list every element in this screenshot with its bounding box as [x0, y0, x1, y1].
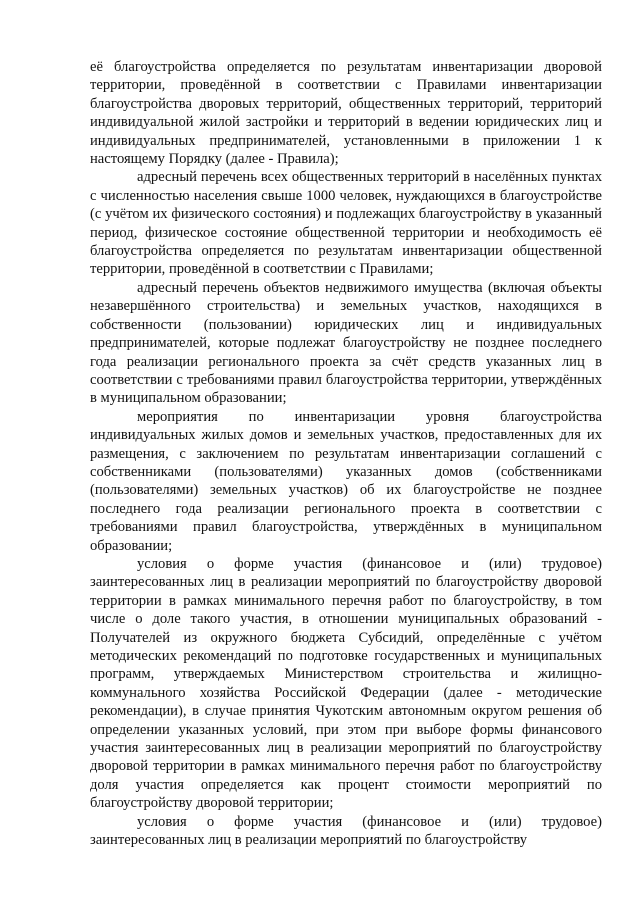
- paragraph-individual-houses-inventory: мероприятия по инвентаризации уровня благоустройства индивидуальных жилых домов и земельных участков, предоставленных для их размещения, с заключением по результатам инвентаризации соглашений с собственниками (пользователями) указанных домов (собственниками (пользователями) земельных участков) об их благоустройстве не позднее последнего года реализации регионального проекта в соответствии с требованиями правил благоустройства, утверждённых в муниципальном образовании;: [90, 408, 602, 554]
- paragraph-participation-conditions-continued: условия о форме участия (финансовое и (или) трудовое) заинтересованных лиц в реализации мероприятий по благоустройству: [90, 813, 602, 849]
- paragraph-participation-conditions: условия о форме участия (финансовое и (или) трудовое) заинтересованных лиц в реализации мероприятий по благоустройству дворовой территории в рамках минимального перечня работ по благоустройству, в том числе о доле такого участия, в отношении муниципальных образований - Получателей из окружного бюджета Субсидий, определённые с учётом методических рекомендаций по подготовке государственных и муниципальных программ, утверждаемых Министерством строительства и жилищно-коммунального хозяйства Российской Федерации (далее - методические рекомендации), в случае принятия Чукотским автономным округом решения об определении указанных условий, при этом при выборе формы финансового участия заинтересованных лиц в реализации мероприятий по благоустройству дворовой территории в рамках минимального перечня работ по благоустройству доля участия определяется как процент стоимости мероприятий по благоустройству дворовой территории;: [90, 555, 602, 812]
- paragraph-public-territories-list: адресный перечень всех общественных территорий в населённых пунктах с численностью населения свыше 1000 человек, нуждающихся в благоустройстве (с учётом их физического состояния) и подлежащих благоустройству в указанный период, физическое состояние общественной территории и необходимость её благоустройства определяется по результатам инвентаризации общественной территории, проведённой в соответствии с Правилами;: [90, 169, 602, 278]
- document-body: [90, 58, 602, 849]
- paragraph-continuation: её благоустройства определяется по результатам инвентаризации дворовой территории, проведённой в соответствии с Правилами инвентаризации благоустройства дворовых территорий, общественных территорий, территорий индивидуальной жилой застройки и территорий в ведении юридических лиц и индивидуальных предпринимателей, установленными в приложении 1 к настоящему Порядку (далее - Правила);: [90, 59, 602, 168]
- paragraph-real-estate-objects-list: адресный перечень объектов недвижимого имущества (включая объекты незавершённого строительства) и земельных участков, находящихся в собственности (пользовании) юридических лиц и индивидуальных предпринимателей, которые подлежат благоустройству не позднее последнего года реализации регионального проекта за счёт средств указанных лиц в соответствии с требованиями правил благоустройства территории, утверждённых в муниципальном образовании;: [90, 279, 602, 407]
